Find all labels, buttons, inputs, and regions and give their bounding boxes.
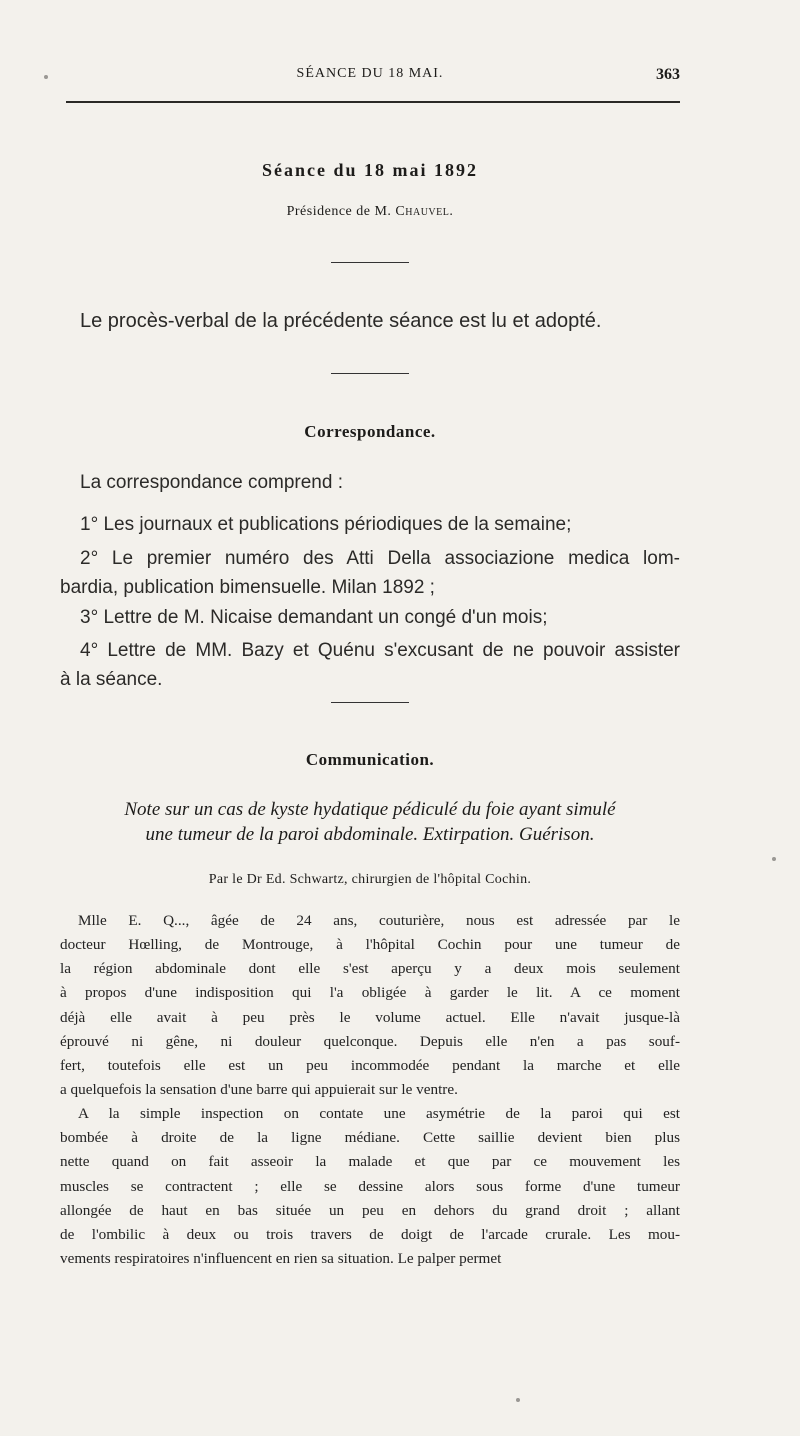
correspondance-item-3 (60, 603, 680, 632)
separator-rule-1 (331, 262, 409, 263)
paper-speck (772, 857, 776, 861)
presidence-prefix: Présidence de M. (286, 204, 392, 219)
body-line: fert, toutefois elle est un peu incommodée pendant la marche et elle (60, 1056, 680, 1074)
item-1-text: 1° Les journaux et publications périodiques de la semaine; (80, 514, 572, 535)
correspondance-item-4 (60, 636, 680, 694)
body-line: bombée à droite de la ligne médiane. Cette saillie devient bien plus (60, 1129, 680, 1147)
separator-rule-3 (331, 702, 409, 703)
body-line: allongée de haut en bas située un peu en dehors du grand droit ; allant (60, 1201, 680, 1219)
correspondance-heading: Correspondance. (304, 422, 436, 441)
session-title: Séance du 18 mai 1892 (261, 160, 478, 180)
body-line: de l'ombilic à deux ou trois travers de doigt de l'arcade crurale. Les mou- (60, 1225, 680, 1243)
page-number: 363 (656, 66, 680, 83)
paper-speck (44, 75, 48, 79)
correspondance-item-1 (60, 510, 680, 539)
author-byline: Par le Dr Ed. Schwartz, chirurgien de l'hôpital Cochin. (208, 872, 532, 887)
body-line: docteur Hœlling, de Montrouge, à l'hôpital Cochin pour une tumeur de (60, 936, 680, 954)
header-rule (66, 101, 680, 103)
paper-speck (516, 1398, 520, 1402)
item-3-text: 3° Lettre de M. Nicaise demandant un congé d'un mois; (80, 607, 548, 628)
body-line: déjà elle avait à peu près le volume actuel. Elle n'avait jusque-là (60, 1008, 680, 1026)
body-line: vements respiratoires n'influencent en rien sa situation. Le palper permet (60, 1249, 502, 1267)
body-text (60, 909, 680, 1271)
separator-rule-2 (331, 373, 409, 374)
item-4-line-1: 4° Lettre de MM. Bazy et Quénu s'excusant de ne pouvoir assister (80, 640, 680, 661)
communication-heading: Communication. (305, 750, 435, 769)
body-line: éprouvé ni gêne, ni douleur quelconque. Depuis elle n'en a pas souf- (60, 1032, 680, 1050)
body-line: la région abdominale dont elle s'est aperçu y a deux mois seulement (60, 960, 680, 978)
item-2-line-1: 2° Le premier numéro des Atti Della associazione medica lom- (80, 548, 680, 569)
proces-verbal: Le procès-verbal de la précédente séance est lu et adopté. (80, 310, 602, 332)
body-line: a quelquefois la sensation d'une barre qui appuierait sur le ventre. (60, 1080, 458, 1098)
body-line: Mlle E. Q..., âgée de 24 ans, couturière, nous est adressée par le (78, 912, 680, 929)
item-4-line-2: à la séance. (60, 669, 163, 690)
body-line: nette quand on fait asseoir la malade et que par ce mouvement les (60, 1153, 680, 1171)
note-title-line-1: Note sur un cas de kyste hydatique pédiculé du foie ayant simulé (124, 799, 616, 820)
note-title-line-2: une tumeur de la paroi abdominale. Extirpation. Guérison. (145, 824, 595, 845)
note-title (60, 797, 680, 847)
session-presidence (60, 204, 680, 220)
correspondance-item-2 (60, 544, 680, 602)
body-line: muscles se contractent ; elle se dessine alors sous forme d'une tumeur (60, 1177, 680, 1195)
body-line: à propos d'une indisposition qui l'a obligée à garder le lit. A ce moment (60, 984, 680, 1002)
item-2-line-2: bardia, publication bimensuelle. Milan 1892 ; (60, 577, 435, 598)
presidence-name: Chauvel. (395, 204, 454, 219)
body-line: A la simple inspection on contate une asymétrie de la paroi qui est (78, 1105, 680, 1123)
running-header (60, 66, 680, 88)
correspondance-intro: La correspondance comprend : (80, 472, 343, 493)
running-title: SÉANCE DU 18 MAI. (296, 66, 444, 81)
